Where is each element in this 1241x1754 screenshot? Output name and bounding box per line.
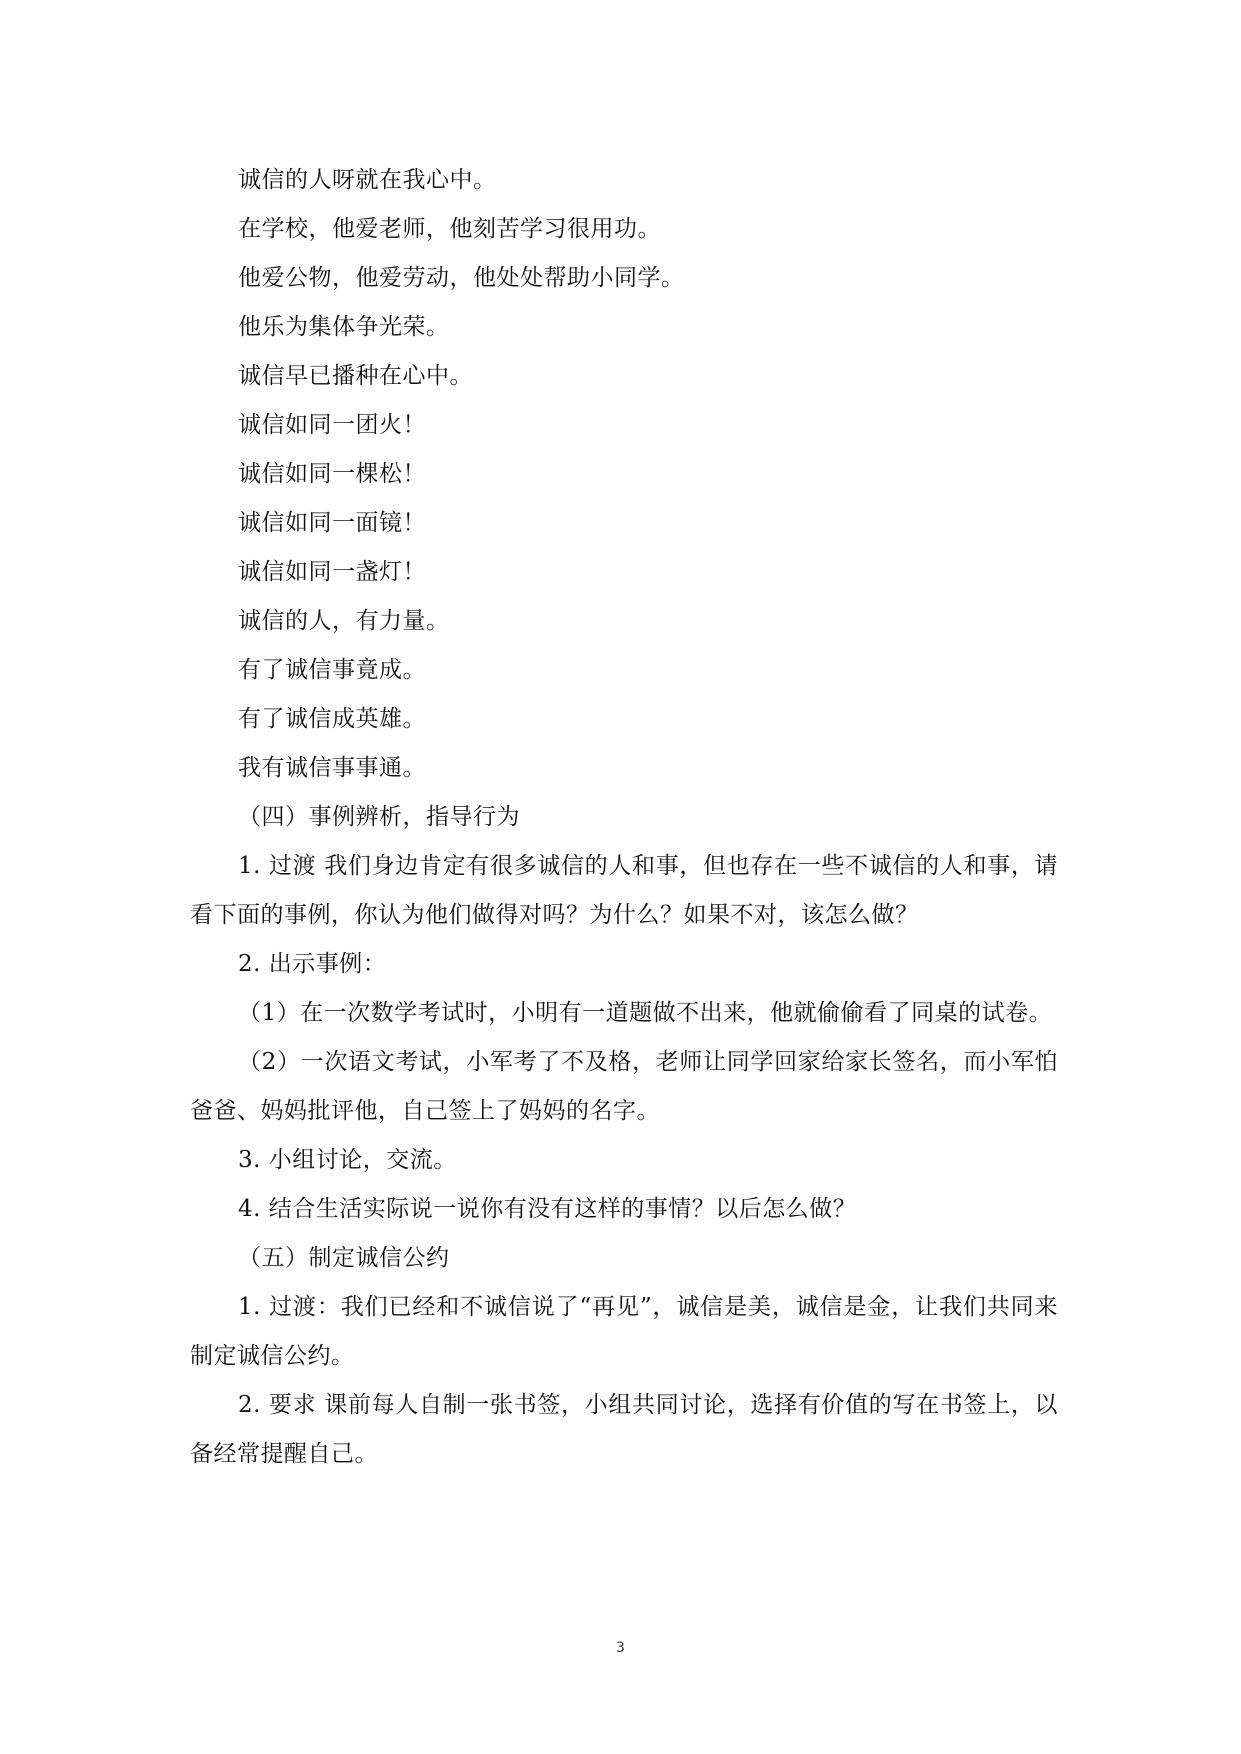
poem-line: 有了诚信成英雄。 (238, 706, 426, 732)
poem-line: 诚信的人呀就在我心中。 (238, 167, 497, 193)
poem-line: 诚信如同一团火！ (238, 412, 426, 438)
poem-line: 诚信早已播种在心中。 (238, 363, 473, 389)
poem-line: 有了诚信事竟成。 (238, 657, 426, 683)
poem-line: 在学校，他爱老师，他刻苦学习很用功。 (238, 216, 661, 242)
section-four-item-3: 3. 小组讨论，交流。 (238, 1147, 457, 1173)
section-four-heading: （四）事例辨析，指导行为 (238, 804, 520, 830)
poem-line: 他爱公物，他爱劳动，他处处帮助小同学。 (238, 265, 685, 291)
poem-line: 诚信如同一棵松！ (238, 461, 426, 487)
section-four-item-2: 2. 出示事例： (238, 951, 387, 977)
body-text (190, 156, 1058, 1479)
section-five-item-1: 1. 过渡：我们已经和不诚信说了“再见”，诚信是美，诚信是金，让我们共同来制定诚信公约。 (190, 1294, 1058, 1369)
section-four-item-4: 4. 结合生活实际说一说你有没有这样的事情？以后怎么做？ (238, 1196, 857, 1222)
poem-line: 他乐为集体争光荣。 (238, 314, 450, 340)
poem-line: 诚信如同一面镜！ (238, 510, 426, 536)
example-1: （1）在一次数学考试时，小明有一道题做不出来，他就偷偷看了同桌的试卷。 (238, 1000, 1053, 1026)
page-number: 3 (616, 1640, 625, 1656)
section-four-item-1: 1. 过渡 我们身边肯定有很多诚信的人和事，但也存在一些不诚信的人和事，请看下面的事例，你认为他们做得对吗？为什么？如果不对，该怎么做？ (190, 853, 1058, 928)
poem-line: 诚信的人，有力量。 (238, 608, 450, 634)
example-2: （2）一次语文考试，小军考了不及格，老师让同学回家给家长签名，而小军怕爸爸、妈妈批评他，自己签上了妈妈的名字。 (190, 1049, 1058, 1124)
section-five-heading: （五）制定诚信公约 (238, 1245, 450, 1271)
poem-line: 诚信如同一盏灯！ (238, 559, 426, 585)
section-five-item-2: 2. 要求 课前每人自制一张书签，小组共同讨论，选择有价值的写在书签上，以备经常提醒自己。 (190, 1392, 1058, 1467)
poem-line: 我有诚信事事通。 (238, 755, 426, 781)
